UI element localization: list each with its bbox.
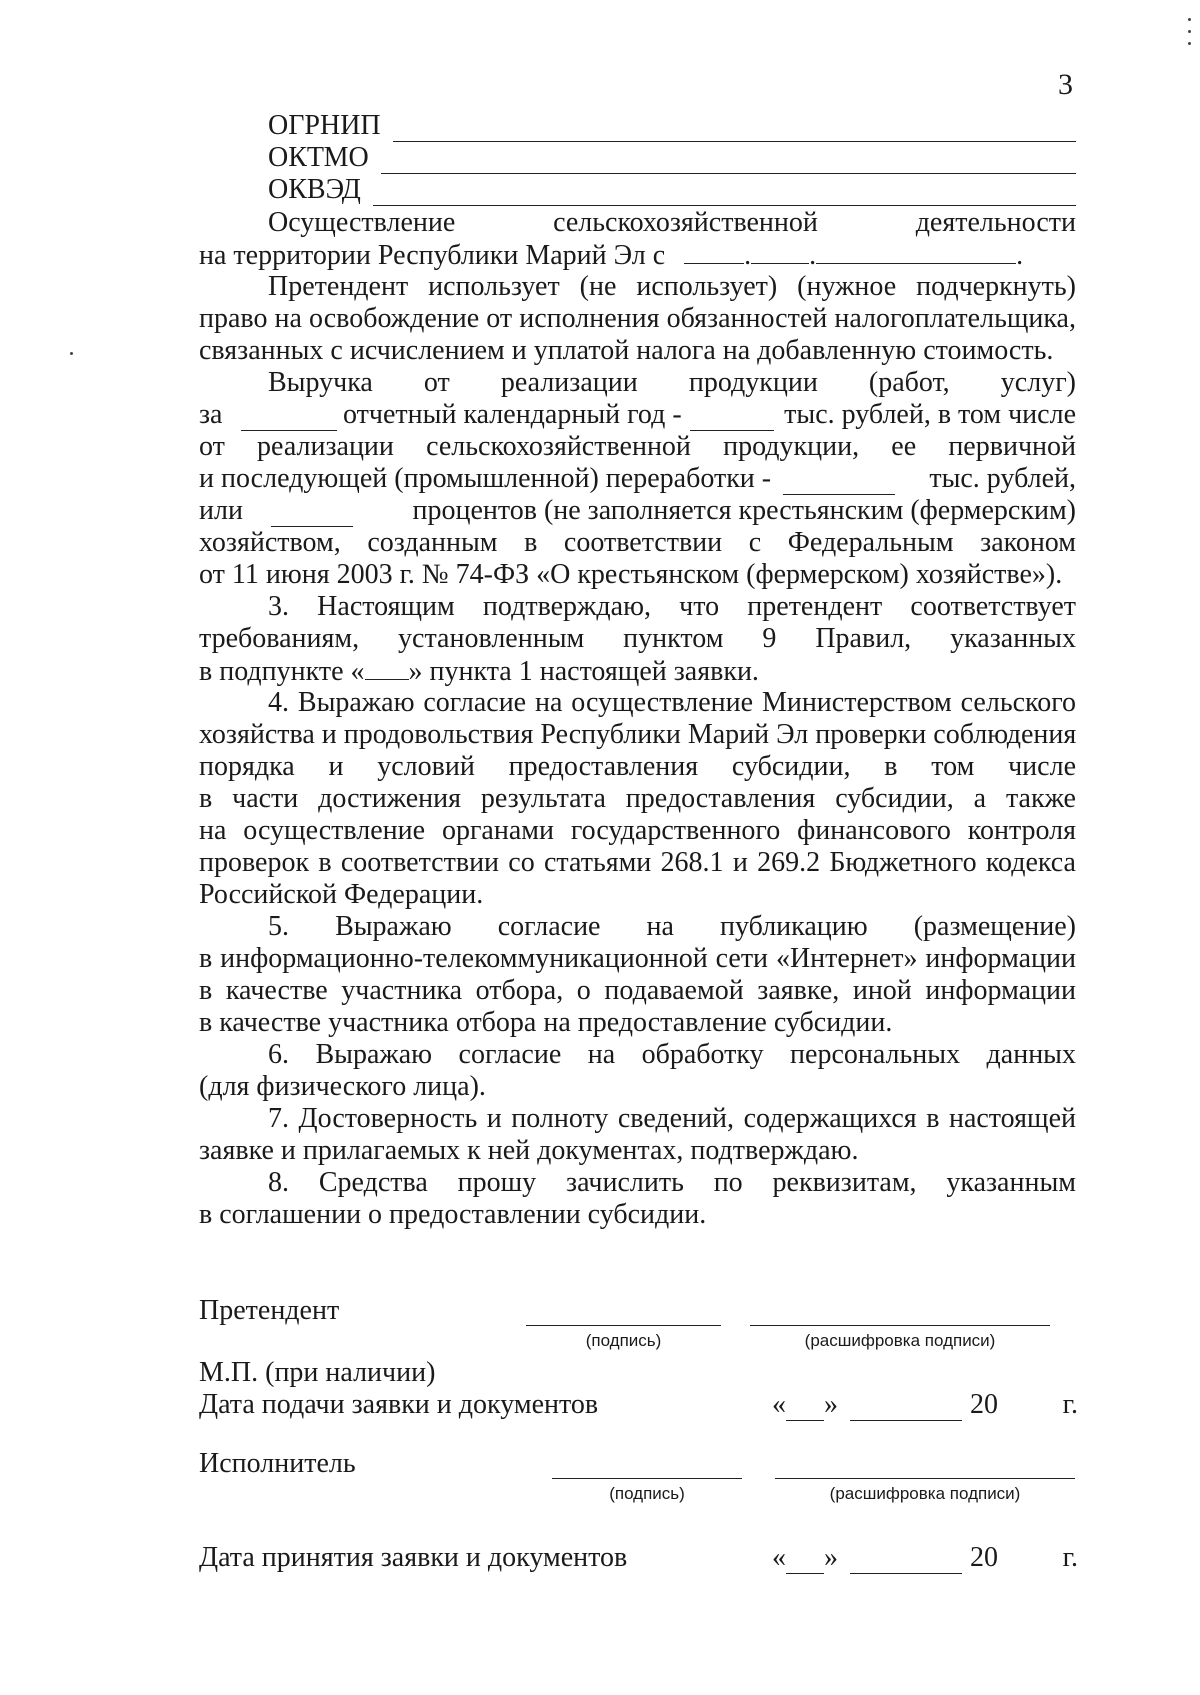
p4-line-4: в части достижения результата предоставления субсидии, а также bbox=[199, 783, 1076, 814]
field-ogrnip bbox=[268, 110, 1076, 142]
month-blank[interactable] bbox=[751, 239, 809, 264]
field-blank[interactable] bbox=[381, 149, 1076, 174]
transcript-caption: (расшифровка подписи) bbox=[804, 1331, 996, 1350]
field-blank[interactable] bbox=[393, 117, 1076, 142]
submit-day-blank[interactable] bbox=[786, 1396, 824, 1421]
vat-line-1: Претендент использует (не использует) (нужное подчеркнуть) bbox=[268, 271, 1076, 302]
day-blank[interactable] bbox=[684, 239, 744, 264]
submit-date-label: Дата подачи заявки и документов bbox=[199, 1389, 599, 1420]
revenue-line-6: хозяйством, созданным в соответствии с Федеральным законом bbox=[199, 527, 1076, 558]
p6-line-2: (для физического лица). bbox=[199, 1071, 486, 1102]
executor-signature-line[interactable] bbox=[552, 1478, 742, 1479]
year-blank[interactable] bbox=[816, 239, 1016, 264]
scan-mark bbox=[1188, 42, 1191, 45]
p4-line-5: на осуществление органами государственного финансового контроля bbox=[199, 815, 1076, 846]
submit-date-field: « » 20 г. bbox=[772, 1389, 1078, 1420]
activity-line-1: Осуществление сельскохозяйственной деятельности bbox=[268, 207, 1076, 238]
applicant-signature-line[interactable] bbox=[526, 1325, 721, 1326]
p7-line-2: заявке и прилагаемых к ней документах, подтверждаю. bbox=[199, 1135, 859, 1166]
p5-line-3: в качестве участника отбора, о подаваемой заявке, иной информации bbox=[199, 975, 1076, 1006]
subpoint-blank[interactable] bbox=[365, 655, 409, 680]
field-label: ОКТМО bbox=[268, 142, 369, 173]
revenue-line-3: от реализации сельскохозяйственной продукции, ее первичной bbox=[199, 431, 1076, 462]
executor-label: Исполнитель bbox=[199, 1448, 356, 1479]
activity-line-2: на территории Республики Марий Эл с . . . bbox=[199, 240, 1024, 271]
p4-line-7: Российской Федерации. bbox=[199, 879, 484, 910]
revenue-line-2: за отчетный календарный год - тыс. рублей, в том числе bbox=[199, 399, 1076, 430]
revenue-line-5: или процентов (не заполняется крестьянским (фермерским) bbox=[199, 495, 1076, 526]
accept-date-label: Дата принятия заявки и документов bbox=[199, 1542, 628, 1573]
p5-line-2: в информационно-телекоммуникационной сети «Интернет» информации bbox=[199, 943, 1076, 974]
field-blank[interactable] bbox=[373, 181, 1076, 206]
revenue-line-7: от 11 июня 2003 г. № 74-ФЗ «О крестьянском (фермерском) хозяйстве»). bbox=[199, 559, 1063, 590]
year-count-blank[interactable] bbox=[241, 406, 338, 431]
signature-caption: (подпись) bbox=[609, 1484, 685, 1503]
revenue-line-4: и последующей (промышленной) переработки - тыс. рублей, bbox=[199, 463, 1076, 494]
p4-line-1: 4. Выражаю согласие на осуществление Министерством сельского bbox=[268, 687, 1076, 718]
percent-blank[interactable] bbox=[271, 502, 353, 527]
transcript-caption: (расшифровка подписи) bbox=[829, 1484, 1021, 1503]
p4-line-2: хозяйства и продовольствия Республики Марий Эл проверки соблюдения bbox=[199, 719, 1077, 750]
accept-day-blank[interactable] bbox=[786, 1549, 824, 1574]
p6-line-1: 6. Выражаю согласие на обработку персональных данных bbox=[268, 1039, 1076, 1070]
vat-line-3: связанных с исчислением и уплатой налога на добавленную стоимость. bbox=[199, 335, 1054, 366]
page-number: 3 bbox=[1058, 68, 1073, 101]
p4-line-6: проверок в соответствии со статьями 268.1 и 269.2 Бюджетного кодекса bbox=[199, 847, 1076, 878]
submit-month-blank[interactable] bbox=[850, 1396, 962, 1421]
p3-line-1: 3. Настоящим подтверждаю, что претендент соответствует bbox=[268, 591, 1076, 622]
p5-line-4: в качестве участника отбора на предоставление субсидии. bbox=[199, 1007, 893, 1038]
accept-month-blank[interactable] bbox=[850, 1549, 962, 1574]
total-revenue-blank[interactable] bbox=[690, 406, 774, 431]
p5-line-1: 5. Выражаю согласие на публикацию (размещение) bbox=[268, 911, 1076, 942]
signature-caption: (подпись) bbox=[585, 1331, 662, 1350]
p3-line-3: в подпункте « » пункта 1 настоящей заявки. bbox=[199, 656, 759, 687]
revenue-line-1: Выручка от реализации продукции (работ, услуг) bbox=[268, 367, 1076, 398]
p3-line-2: требованиям, установленным пунктом 9 Правил, указанных bbox=[199, 623, 1076, 654]
seal-label: М.П. (при наличии) bbox=[199, 1357, 436, 1388]
p8-line-1: 8. Средства прошу зачислить по реквизитам, указанным bbox=[268, 1167, 1076, 1198]
field-label: ОКВЭД bbox=[268, 174, 361, 205]
scan-mark bbox=[1188, 30, 1191, 33]
field-label: ОГРНИП bbox=[268, 110, 381, 141]
p7-line-1: 7. Достоверность и полноту сведений, содержащихся в настоящей bbox=[268, 1103, 1076, 1134]
accept-date-field: « » 20 г. bbox=[772, 1542, 1078, 1573]
executor-transcript-line[interactable] bbox=[775, 1478, 1075, 1479]
field-okved bbox=[268, 174, 1076, 206]
p4-line-3: порядка и условий предоставления субсидии, в том числе bbox=[199, 751, 1076, 782]
field-oktmo bbox=[268, 142, 1076, 174]
p8-line-2: в соглашении о предоставлении субсидии. bbox=[199, 1199, 707, 1230]
applicant-label: Претендент bbox=[199, 1295, 340, 1326]
vat-line-2: право на освобождение от исполнения обязанностей налогоплательщика, bbox=[199, 303, 1076, 334]
agri-revenue-blank[interactable] bbox=[783, 470, 895, 495]
scan-mark bbox=[70, 352, 73, 355]
scan-mark bbox=[1188, 18, 1191, 21]
applicant-transcript-line[interactable] bbox=[750, 1325, 1050, 1326]
